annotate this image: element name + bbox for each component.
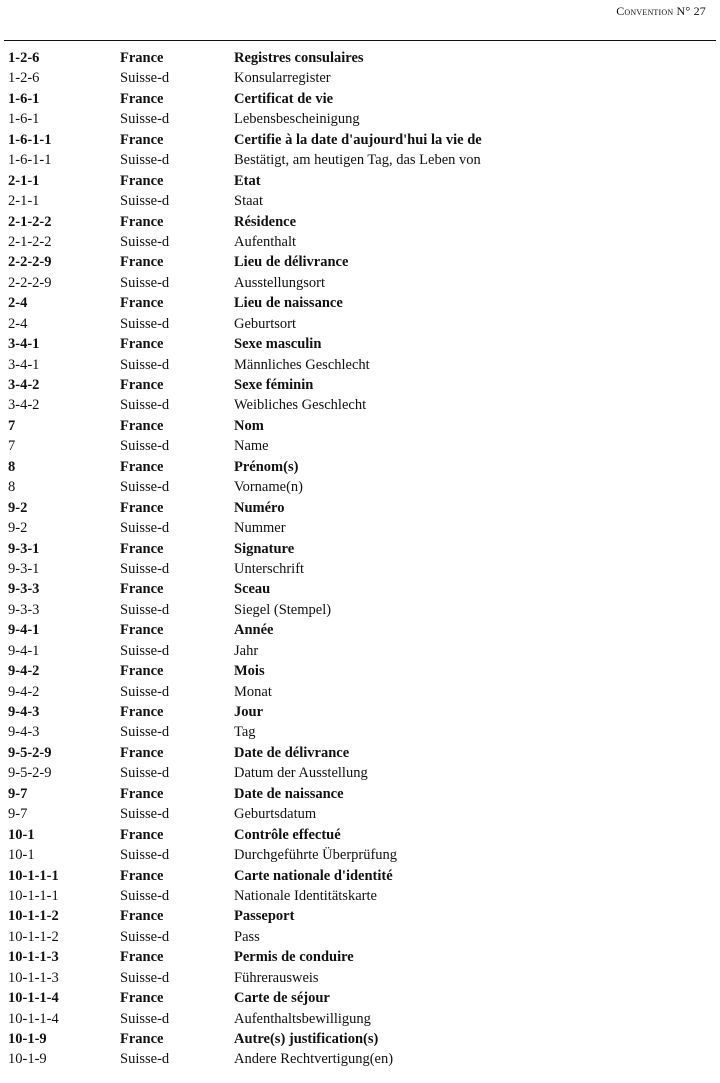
term-code: 9-5-2-9 xyxy=(8,744,52,761)
term-code: 3-4-2 xyxy=(8,377,40,393)
term-country: Suisse-d xyxy=(120,683,170,700)
term-country: Suisse-d xyxy=(120,847,170,864)
term-row xyxy=(8,539,712,559)
term-country: Suisse-d xyxy=(120,479,170,496)
term-code: 9-4-3 xyxy=(8,724,40,741)
term-code: 9-3-3 xyxy=(8,581,40,598)
term-text: Ausstellungsort xyxy=(234,274,326,291)
term-country: Suisse-d xyxy=(120,152,170,169)
term-code: 9-4-3 xyxy=(8,704,40,720)
term-text: Lieu de délivrance xyxy=(234,254,349,271)
term-country: France xyxy=(120,254,164,271)
term-code: 9-5-2-9 xyxy=(8,765,52,782)
term-code: 10-1-1-3 xyxy=(8,949,59,966)
term-code: 10-1 xyxy=(8,847,35,864)
term-text: Jahr xyxy=(234,642,259,659)
term-country: France xyxy=(120,458,164,475)
term-country: France xyxy=(120,744,164,761)
term-text: Passeport xyxy=(234,908,295,925)
term-text: Bestätigt, am heutigen Tag, das Leben von xyxy=(234,152,481,169)
term-code: 1-2-6 xyxy=(8,70,40,87)
term-country: Suisse-d xyxy=(120,356,170,373)
term-country: Suisse-d xyxy=(120,887,170,904)
term-row xyxy=(8,1009,712,1029)
term-code: 7 xyxy=(8,438,16,455)
term-row xyxy=(8,927,712,947)
term-country: France xyxy=(120,785,164,802)
term-country: Suisse-d xyxy=(120,765,170,782)
term-code: 9-7 xyxy=(8,785,28,802)
term-text: Führerausweis xyxy=(234,969,319,986)
term-country: Suisse-d xyxy=(120,724,170,741)
term-text: Date de délivrance xyxy=(234,744,350,761)
term-code: 9-7 xyxy=(8,806,28,823)
term-code: 9-2 xyxy=(8,499,28,516)
term-text: Tag xyxy=(234,724,256,741)
term-row xyxy=(8,273,712,293)
term-row xyxy=(8,722,712,742)
term-code: 3-4-1 xyxy=(8,356,40,373)
term-code: 9-3-3 xyxy=(8,601,40,618)
term-country: Suisse-d xyxy=(120,1010,170,1027)
term-code: 2-2-2-9 xyxy=(8,274,52,291)
term-country: Suisse-d xyxy=(120,70,170,87)
term-row xyxy=(8,1049,712,1069)
term-text: Unterschrift xyxy=(234,560,305,577)
term-row xyxy=(8,559,712,579)
header-rule xyxy=(4,40,716,41)
term-text: Andere Rechtvertigung(en) xyxy=(234,1051,394,1068)
term-row xyxy=(8,702,712,722)
term-code: 7 xyxy=(8,417,16,434)
term-code: 2-2-2-9 xyxy=(8,254,52,271)
term-code: 10-1-1-4 xyxy=(8,1010,59,1027)
term-row xyxy=(8,150,712,170)
term-text: Nummer xyxy=(234,520,286,537)
term-text: Contrôle effectué xyxy=(234,826,341,843)
term-row xyxy=(8,661,712,681)
term-country: France xyxy=(120,131,164,148)
term-row xyxy=(8,988,712,1008)
term-text: Carte nationale d'identité xyxy=(234,867,393,884)
term-code: 2-1-1 xyxy=(8,193,40,210)
term-row xyxy=(8,682,712,702)
term-country: France xyxy=(120,50,164,66)
term-code: 10-1-1-2 xyxy=(8,908,59,925)
term-code: 9-2 xyxy=(8,520,28,537)
term-code: 1-2-6 xyxy=(8,50,40,66)
term-row xyxy=(8,641,712,661)
term-code: 10-1-1-2 xyxy=(8,928,59,945)
term-row xyxy=(8,968,712,988)
term-text: Staat xyxy=(234,193,263,210)
term-text: Signature xyxy=(234,540,295,557)
term-country: France xyxy=(120,663,164,680)
term-row xyxy=(8,784,712,804)
term-row xyxy=(8,314,712,334)
term-country: France xyxy=(120,172,164,189)
term-text: Permis de conduire xyxy=(234,949,354,966)
term-code: 10-1-1-3 xyxy=(8,969,59,986)
term-code: 2-1-1 xyxy=(8,172,40,189)
term-row xyxy=(8,1029,712,1049)
term-code: 1-6-1-1 xyxy=(8,152,52,169)
term-country: France xyxy=(120,704,164,720)
term-row xyxy=(8,355,712,375)
term-code: 1-6-1-1 xyxy=(8,131,52,148)
term-row xyxy=(8,436,712,456)
term-row xyxy=(8,171,712,191)
term-text: Nationale Identitätskarte xyxy=(234,887,377,904)
term-row xyxy=(8,825,712,845)
term-text: Sceau xyxy=(234,581,271,598)
term-text: Sexe féminin xyxy=(234,377,314,393)
term-row xyxy=(8,600,712,620)
term-country: Suisse-d xyxy=(120,928,170,945)
term-code: 10-1-1-1 xyxy=(8,867,59,884)
term-row xyxy=(8,334,712,354)
term-country: France xyxy=(120,499,164,516)
term-row xyxy=(8,212,712,232)
term-country: France xyxy=(120,90,164,107)
term-code: 2-4 xyxy=(8,295,28,312)
term-code: 1-6-1 xyxy=(8,90,40,107)
term-code: 3-4-1 xyxy=(8,336,40,353)
term-text: Registres consulaires xyxy=(234,50,364,66)
term-code: 10-1-9 xyxy=(8,1031,47,1047)
term-code: 9-3-1 xyxy=(8,540,40,557)
term-country: France xyxy=(120,336,164,353)
term-country: France xyxy=(120,990,164,1007)
term-country: Suisse-d xyxy=(120,315,170,332)
term-country: Suisse-d xyxy=(120,969,170,986)
term-text: Vorname(n) xyxy=(234,479,303,496)
term-text: Certificat de vie xyxy=(234,90,334,107)
term-country: Suisse-d xyxy=(120,642,170,659)
term-country: France xyxy=(120,295,164,312)
term-row xyxy=(8,498,712,518)
term-row xyxy=(8,457,712,477)
term-text: Année xyxy=(234,622,274,639)
term-country: Suisse-d xyxy=(120,397,170,414)
term-code: 2-1-2-2 xyxy=(8,233,52,250)
term-country: Suisse-d xyxy=(120,806,170,823)
term-row xyxy=(8,130,712,150)
term-text: Prénom(s) xyxy=(234,458,299,475)
term-country: Suisse-d xyxy=(120,1051,170,1068)
term-text: Mois xyxy=(234,663,265,680)
term-code: 2-1-2-2 xyxy=(8,213,52,230)
term-country: France xyxy=(120,377,164,393)
term-row xyxy=(8,252,712,272)
term-row xyxy=(8,579,712,599)
term-row xyxy=(8,743,712,763)
term-text: Carte de séjour xyxy=(234,990,330,1007)
term-text: Sexe masculin xyxy=(234,336,322,353)
term-row xyxy=(8,866,712,886)
term-country: Suisse-d xyxy=(120,274,170,291)
term-code: 10-1-9 xyxy=(8,1051,47,1068)
term-row xyxy=(8,906,712,926)
term-country: France xyxy=(120,826,164,843)
term-row xyxy=(8,518,712,538)
page-header xyxy=(616,4,706,19)
term-text: Siegel (Stempel) xyxy=(234,601,332,618)
term-code: 9-4-1 xyxy=(8,642,40,659)
term-text: Pass xyxy=(234,928,260,945)
term-country: Suisse-d xyxy=(120,111,170,128)
term-text: Lebensbescheinigung xyxy=(234,111,360,128)
term-row xyxy=(8,845,712,865)
term-row xyxy=(8,48,712,68)
term-row xyxy=(8,886,712,906)
term-country: France xyxy=(120,1031,164,1047)
term-text: Aufenthalt xyxy=(234,233,297,250)
term-row xyxy=(8,232,712,252)
term-country: France xyxy=(120,417,164,434)
term-row xyxy=(8,804,712,824)
term-row xyxy=(8,293,712,313)
term-code: 8 xyxy=(8,479,16,496)
term-country: France xyxy=(120,540,164,557)
term-country: Suisse-d xyxy=(120,520,170,537)
term-country: Suisse-d xyxy=(120,193,170,210)
term-text: Konsularregister xyxy=(234,70,331,87)
term-text: Numéro xyxy=(234,499,285,516)
term-country: France xyxy=(120,908,164,925)
term-country: Suisse-d xyxy=(120,233,170,250)
term-row xyxy=(8,620,712,640)
term-row xyxy=(8,947,712,967)
term-text: Date de naissance xyxy=(234,785,344,802)
term-country: Suisse-d xyxy=(120,601,170,618)
term-code: 9-4-2 xyxy=(8,683,40,700)
term-text: Nom xyxy=(234,417,264,434)
term-text: Etat xyxy=(234,172,261,189)
term-row xyxy=(8,109,712,129)
term-code: 10-1-1-4 xyxy=(8,990,59,1007)
term-text: Lieu de naissance xyxy=(234,295,343,312)
term-country: France xyxy=(120,622,164,639)
term-country: Suisse-d xyxy=(120,438,170,455)
term-country: France xyxy=(120,213,164,230)
term-code: 9-4-2 xyxy=(8,663,40,680)
term-country: France xyxy=(120,949,164,966)
term-text: Geburtsdatum xyxy=(234,806,317,823)
term-row xyxy=(8,89,712,109)
term-code: 10-1 xyxy=(8,826,35,843)
term-country: France xyxy=(120,867,164,884)
term-list xyxy=(8,48,712,1070)
term-text: Name xyxy=(234,438,269,455)
term-row xyxy=(8,191,712,211)
term-row xyxy=(8,375,712,395)
term-country: France xyxy=(120,581,164,598)
term-text: Männliches Geschlecht xyxy=(234,356,370,373)
term-text: Datum der Ausstellung xyxy=(234,765,368,782)
convention-title: Convention xyxy=(616,4,674,18)
term-row xyxy=(8,68,712,88)
term-text: Jour xyxy=(234,704,263,720)
term-code: 1-6-1 xyxy=(8,111,40,128)
term-code: 9-3-1 xyxy=(8,560,40,577)
term-row xyxy=(8,763,712,783)
term-text: Weibliches Geschlecht xyxy=(234,397,367,414)
term-text: Geburtsort xyxy=(234,315,297,332)
term-text: Autre(s) justification(s) xyxy=(234,1031,379,1047)
term-row xyxy=(8,416,712,436)
term-country: Suisse-d xyxy=(120,560,170,577)
term-text: Aufenthaltsbewilligung xyxy=(234,1010,371,1027)
term-text: Résidence xyxy=(234,213,297,230)
term-text: Monat xyxy=(234,683,272,700)
term-row xyxy=(8,395,712,415)
term-code: 9-4-1 xyxy=(8,622,40,639)
term-code: 2-4 xyxy=(8,315,28,332)
term-code: 3-4-2 xyxy=(8,397,40,414)
term-row xyxy=(8,477,712,497)
term-code: 10-1-1-1 xyxy=(8,887,59,904)
convention-number: N° 27 xyxy=(676,4,706,18)
term-text: Certifie à la date d'aujourd'hui la vie de xyxy=(234,131,482,148)
term-text: Durchgeführte Überprüfung xyxy=(234,847,398,864)
term-code: 8 xyxy=(8,458,16,475)
